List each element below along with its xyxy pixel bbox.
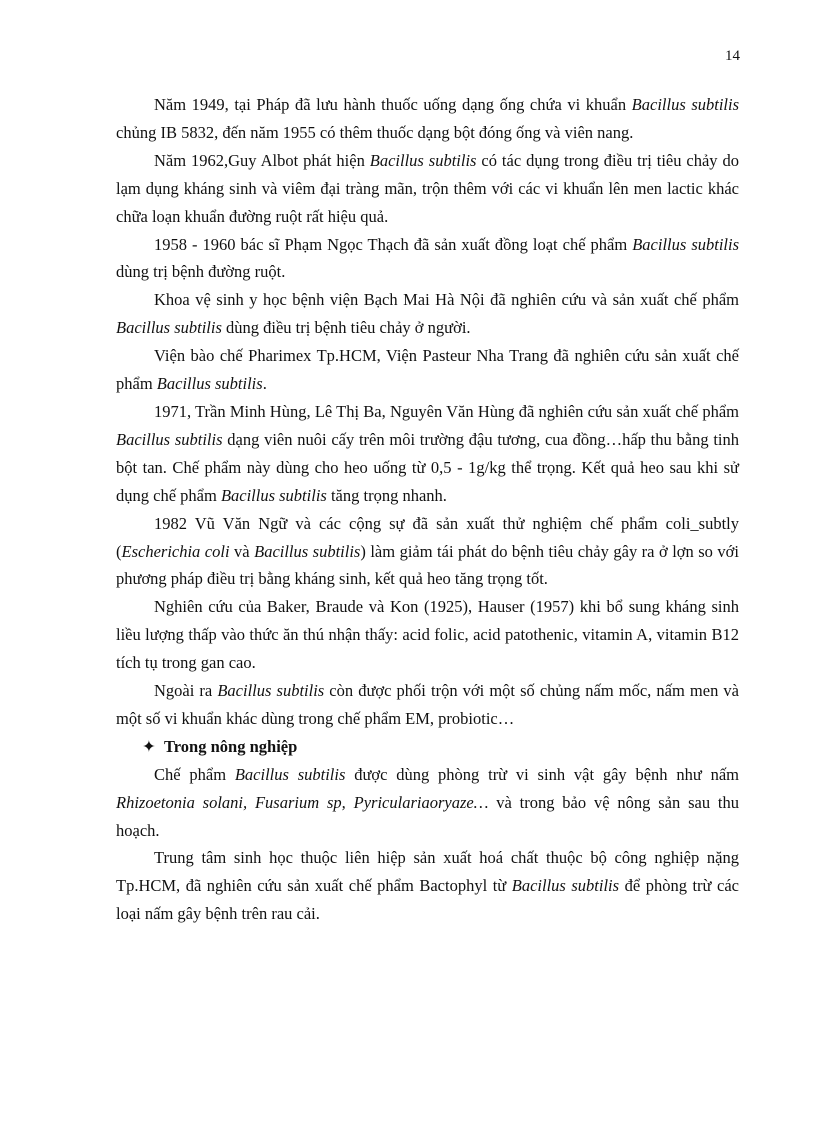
text-run: Ngoài ra xyxy=(154,681,218,701)
page-number: 14 xyxy=(725,48,740,64)
text-run: dạng viên nuôi cấy trên môi trường đậu tương, cua đồng…hấp thu bằng tinh bột tan. Chế phẩm này dùng cho heo uống từ 0,5 - 1g/kg thể trọng. Kết quả heo sau khi sử dụng chế phẩm xyxy=(116,429,739,505)
text-run: và trong bảo vệ nông sản sau thu hoạch. xyxy=(116,792,739,840)
text-run: và xyxy=(229,541,255,561)
body-paragraph xyxy=(116,677,739,733)
section-heading-text: Trong nông nghiệp xyxy=(164,736,298,756)
text-run: tăng trọng nhanh. xyxy=(326,485,447,505)
text-run: dùng trị bệnh đường ruột. xyxy=(116,262,286,282)
text-run: Nghiên cứu của Baker, Braude và Kon (1925), Hauser (1957) khi bổ sung kháng sinh liều lượng thấp vào thức ăn thú nhận thấy: acid folic, acid patothenic, vitamin A, vitamin B12 tích tụ trong gan cao. xyxy=(116,597,739,673)
text-run: Năm 1962,Guy Albot phát hiện xyxy=(154,150,370,170)
text-run: 1982 Vũ Văn Ngữ và các cộng sự đã sản xuất thử nghiệm chế phẩm coli_subtly ( xyxy=(116,513,739,561)
body-paragraph xyxy=(116,844,739,928)
body-paragraph xyxy=(116,398,739,510)
body-paragraph xyxy=(116,761,739,845)
text-run: 1971, Trần Minh Hùng, Lê Thị Ba, Nguyên Văn Hùng đã nghiên cứu sản xuất chế phẩm xyxy=(154,401,739,421)
italic-term: Bacillus subtilis xyxy=(116,318,222,338)
text-run: Năm 1949, tại Pháp đã lưu hành thuốc uống dạng ống chứa vi khuẩn xyxy=(154,95,632,114)
text-run: Trung tâm sinh học thuộc liên hiệp sản xuất hoá chất thuộc bộ công nghiệp nặng Tp.HCM, đã nghiên cứu sản xuất chế phẩm Bactophyl từ xyxy=(116,848,739,896)
italic-term: Bacillus subtilis xyxy=(220,485,327,505)
document-body xyxy=(116,91,739,928)
italic-term: Bacillus subtilis xyxy=(217,681,325,701)
body-paragraph xyxy=(116,342,739,398)
text-run: Khoa vệ sinh y học bệnh viện Bạch Mai Hà Nội đã nghiên cứu và sản xuất chế phẩm xyxy=(154,290,739,310)
text-run: được dùng phòng trừ vi sinh vật gây bệnh như nấm xyxy=(345,764,739,784)
body-paragraph xyxy=(116,593,739,677)
body-paragraph xyxy=(116,286,739,342)
italic-term: Escherichia coli xyxy=(121,541,230,561)
body-paragraph xyxy=(116,147,739,231)
paragraphs-before xyxy=(116,91,739,733)
text-run: còn được phối trộn với một số chủng nấm mốc, nấm men và một số vi khuẩn khác dùng trong chế phẩm EM, probiotic… xyxy=(116,681,739,728)
italic-term: Bacillus subtilis xyxy=(369,150,477,170)
body-paragraph xyxy=(116,510,739,594)
italic-term: Bacillus subtilis xyxy=(234,764,346,784)
italic-term: Bacillus subtilis xyxy=(632,234,739,254)
star-bullet-icon: ✦ xyxy=(142,736,156,756)
text-run: chủng IB 5832, đến năm 1955 có thêm thuốc dạng bột đóng ống và viên nang. xyxy=(116,122,634,142)
italic-term: Bacillus subtilis xyxy=(254,541,361,561)
italic-term: Bacillus subtilis xyxy=(511,876,620,896)
italic-term: Bacillus subtilis xyxy=(631,95,740,114)
paragraphs-after xyxy=(116,761,739,928)
italic-term: Bacillus subtilis xyxy=(116,429,223,449)
text-run: dùng điều trị bệnh tiêu chảy ở người. xyxy=(221,318,471,338)
text-run: Viện bào chế Pharimex Tp.HCM, Viện Pasteur Nha Trang đã nghiên cứu sản xuất chế phẩm xyxy=(116,346,739,394)
section-heading xyxy=(116,733,739,761)
body-paragraph xyxy=(116,91,739,147)
text-run: Chế phẩm xyxy=(154,764,235,784)
text-run: có tác dụng trong điều trị tiêu chảy do lạm dụng kháng sinh và viêm đại tràng mãn, trộn thêm với các vi khuẩn lên men lactic khác chữa loạn khuẩn đường ruột rất hiệu quả. xyxy=(116,150,739,226)
italic-term: Rhizoetonia solani, Fusarium sp, Pyriculariaoryaze… xyxy=(116,792,489,812)
text-run: ) làm giảm tái phát do bệnh tiêu chảy gây ra ở lợn so với phương pháp điều trị bằng kháng sinh, kết quả heo tăng trọng tốt. xyxy=(116,541,739,589)
text-run: để phòng trừ các loại nấm gây bệnh trên rau cải. xyxy=(116,876,739,924)
body-paragraph xyxy=(116,231,739,287)
text-run: . xyxy=(262,374,267,394)
italic-term: Bacillus subtilis xyxy=(156,374,263,394)
text-run: 1958 - 1960 bác sĩ Phạm Ngọc Thạch đã sản xuất đồng loạt chế phẩm xyxy=(154,234,633,254)
